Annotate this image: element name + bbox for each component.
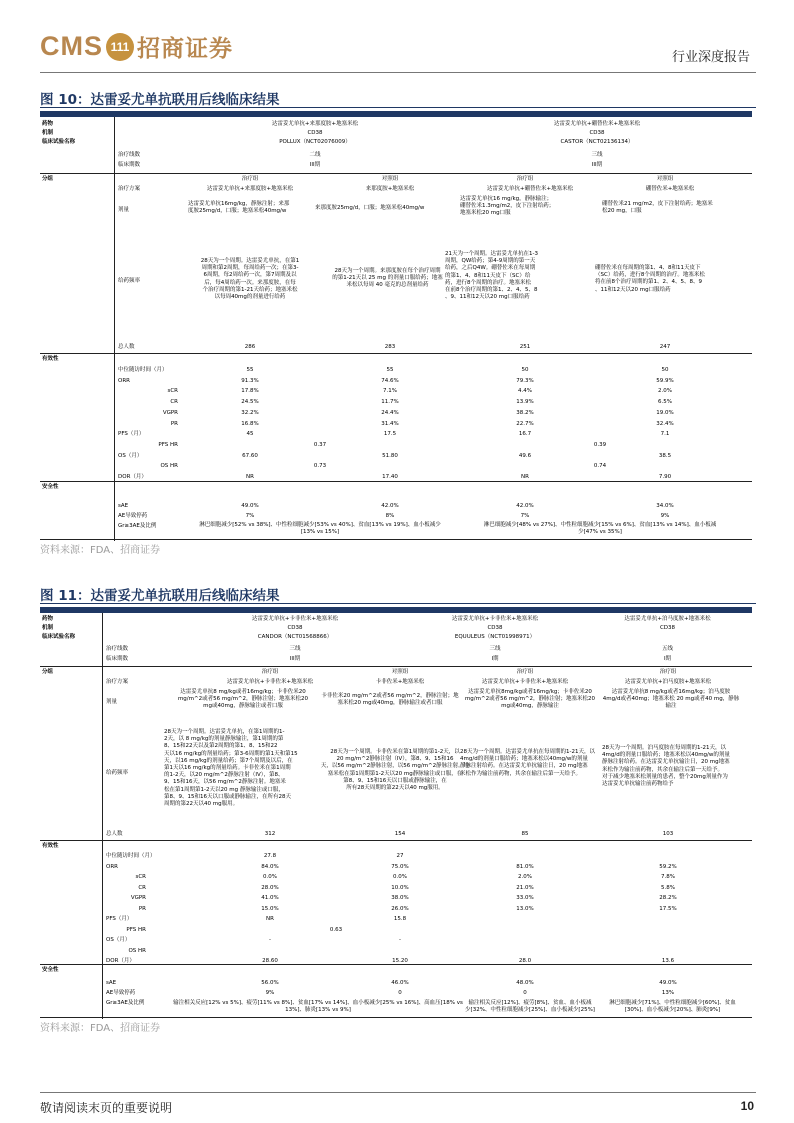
study2-grade3-ae: 淋巴细胞减少[48% vs 27%]、中性粒细胞减少[15% vs 6%]、贫血[13% vs 14%]、血小板减 少[47% vs 35%] (483, 522, 717, 536)
efficacy-arm3-value: 13.9% (516, 399, 534, 406)
efficacy-arm2-value: 15.8 (393, 916, 407, 922)
study2-line: 三线 (489, 646, 501, 652)
efficacy-row-label: OS（月） (106, 937, 131, 943)
arm3-sae: 42.0% (516, 503, 534, 509)
arm2-dose: 来那度胺25mg/d，口服；地塞米松40mg/w (315, 205, 425, 211)
row-label-ae-discontinuation: AE导致停药 (118, 513, 148, 519)
efficacy-arm4-value: 2.0% (658, 388, 672, 395)
arm2-sae: 46.0% (391, 980, 409, 986)
efficacy-arm3-value: 2.0% (518, 874, 532, 880)
arm4-ae-discontinuation: 9% (660, 513, 670, 519)
arm4-name: 对照组 (656, 176, 674, 182)
arm2-plan: 卡非佐米+地塞米松 (375, 679, 425, 685)
efficacy-row-label: VGPR (130, 895, 146, 901)
efficacy-hazard-ratio: 0.37 (313, 441, 327, 448)
arm2-name: 对照组 (391, 669, 409, 675)
figure-11-title: 图 11：达雷妥尤单抗联用后线临床结果 (40, 582, 756, 604)
efficacy-arm1-value: NR (246, 474, 254, 480)
arm3-ae-discontinuation: 7% (520, 513, 530, 519)
study2-mechanism: CD38 (487, 625, 503, 631)
efficacy-row-label: PR (138, 905, 146, 912)
arm1-dose: 达雷妥尤单抗16mg/kg，静脉注射；来那 度胺25mg/d，口服；地塞米松40mg/w (188, 201, 290, 215)
efficacy-arm4-value: 17.5% (659, 905, 677, 912)
row-label-drug: 药物 (42, 121, 54, 127)
efficacy-arm1-value: 55 (246, 367, 254, 373)
efficacy-row-label: sCR (167, 388, 178, 395)
arm3-plan: 达雷妥尤单抗+硼替佐米+地塞米松 (486, 186, 574, 192)
study3-phase: I期 (663, 656, 672, 662)
efficacy-arm3-value: 22.7% (516, 420, 534, 427)
study2-drug: 达雷妥尤单抗+硼替佐米+地塞米松 (553, 121, 641, 127)
efficacy-arm4-value: 38.5 (658, 452, 672, 459)
table-top-bar (40, 111, 752, 117)
row-label-frequency: 给药频率 (106, 770, 129, 776)
efficacy-arm4-value: 7.90 (658, 474, 672, 480)
efficacy-arm1-value: 45 (246, 431, 254, 438)
figure-11-source: 资料来源：FDA、招商证券 (40, 1023, 161, 1034)
row-label-dose: 剂量 (106, 699, 118, 705)
efficacy-arm2-value: 51.80 (382, 452, 398, 459)
efficacy-row-label: DOR（月） (106, 958, 135, 964)
cms-logo (40, 30, 233, 63)
section-efficacy: 有效性 (42, 843, 59, 849)
efficacy-arm4-value: 19.0% (656, 409, 674, 416)
arm3-plan: 达雷妥尤单抗+卡非佐米+地塞米松 (481, 679, 569, 685)
figure-10-source: 资料来源：FDA、招商证券 (40, 545, 161, 556)
row-label-mech: 机制 (42, 625, 54, 631)
arm2-plan: 来那度胺+地塞米松 (365, 186, 415, 192)
efficacy-arm3-value: 33.0% (516, 895, 534, 901)
efficacy-arm2-value: 10.0% (391, 884, 409, 891)
study1-line: 二线 (309, 152, 321, 158)
study3-drug: 达雷妥尤单抗+泊马度胺+地塞米松 (624, 616, 711, 622)
efficacy-row-label: ORR (106, 863, 118, 870)
arm1-name: 治疗组 (241, 176, 259, 182)
section-safety: 安全性 (42, 967, 59, 973)
arm4-dose: 达雷妥尤单抗8 mg/kg或者16mg/kg；泊马度胺 4mg/d或者40mg；地塞米松 20 mg或者40 mg，静脉 输注 (602, 689, 740, 710)
efficacy-row-label: PFS（月） (106, 916, 133, 922)
efficacy-arm3-value: 13.0% (516, 905, 534, 912)
efficacy-arm1-value: 67.60 (242, 452, 258, 459)
section-safety: 安全性 (42, 484, 59, 490)
study3-grade3-ae: 淋巴细胞减少[71%]、中性粒细胞减少[60%]、贫血 [30%]、血小板减少[20%]、肺炎[9%] (609, 1000, 736, 1014)
efficacy-arm2-value: 24.4% (381, 409, 399, 416)
efficacy-arm4-value: 59.9% (656, 377, 674, 384)
efficacy-arm1-value: NR (266, 916, 274, 922)
row-label-frequency: 给药频率 (118, 278, 141, 284)
efficacy-arm4-value: 13.6 (661, 958, 675, 964)
page-header (40, 28, 756, 72)
arm3-name: 治疗组 (516, 669, 534, 675)
efficacy-arm4-value: 7.1 (660, 431, 670, 438)
efficacy-arm3-value: 28.0 (518, 958, 532, 964)
table-top-bar (40, 607, 752, 613)
efficacy-row-label: OS（月） (118, 452, 143, 459)
efficacy-arm2-value: 15.20 (392, 958, 408, 964)
row-label-grade3-ae: Gr≥3AE及比例 (106, 1000, 145, 1006)
arm4-sae: 34.0% (656, 503, 674, 509)
efficacy-arm1-value: - (269, 937, 271, 943)
arm4-ae-discontinuation: 13% (661, 990, 675, 996)
efficacy-hazard-ratio: 0.39 (593, 441, 607, 448)
logo-text: CMS (40, 31, 103, 61)
arm1-total: 312 (264, 831, 276, 837)
row-label-phase: 临床期数 (106, 656, 129, 662)
efficacy-row-label: PR (170, 420, 178, 427)
study1-phase: III期 (309, 162, 321, 168)
study2-trial: EQUULEUS（NCT01998971） (454, 634, 536, 640)
efficacy-arm1-value: 91.3% (241, 377, 259, 384)
efficacy-arm2-value: 11.7% (381, 399, 399, 406)
efficacy-arm2-value: 31.4% (381, 420, 399, 427)
study1-trial: POLLUX（NCT02076009） (279, 139, 351, 145)
arm1-name: 治疗组 (261, 669, 279, 675)
arm4-frequency: 28天为一个周期。泊马度胺在每周期的1-21天，以 4mg/d的剂量口服给药；地塞米松以40mg/w的剂量 静脉注射给药。在达雷妥尤单抗输注日，20 mg地塞 米松作为输注前药物，其余在输注后第一天给予。 对于减少地塞米松剂量的患者，整个20mg剂量作为 达雷妥尤单抗输注前药物给予 (602, 745, 730, 788)
efficacy-arm1-value: 15.0% (261, 905, 279, 912)
efficacy-row-label: ORR (118, 377, 130, 384)
study1-line: 三线 (289, 646, 301, 652)
page-number: 10 (740, 1099, 754, 1113)
arm3-ae-discontinuation: 0 (523, 990, 527, 996)
efficacy-arm1-value: 16.8% (241, 420, 259, 427)
study1-grade3-ae: 输注相关反应[12% vs 5%]、疲劳[11% vs 8%]、贫血[17% vs 14%]、血小板减少[25% vs 16%]、高血压[18% vs 13%]、肺炎[13% vs 9%] (173, 1000, 463, 1014)
efficacy-arm3-value: NR (521, 474, 529, 480)
efficacy-row-label: OS HR (160, 463, 178, 470)
efficacy-arm4-value: 28.2% (659, 895, 677, 901)
efficacy-arm1-value: 27.8 (263, 853, 277, 859)
efficacy-arm1-value: 24.5% (241, 399, 259, 406)
arm1-frequency: 28天为一个周期。达雷妥尤单抗，在第1周期的1- 2天，以 8 mg/kg的剂量静脉输注，第1周期的第 8、15和22天以及第2周期的第1、8、15和22 天以16 mg/kg的剂量给药；第3-6周期的第1天和第15 天，以16 mg/kg的剂量给药；第7个周期及以后，在 第1天以16 mg/kg的剂量给药。卡非佐米在第1周期 的1-2天，以20 mg/m^2静脉注射（IV），第8、 9、15和16天，以56 mg/m^2静脉注射。地塞米 松在第1周期第1-2天以20 mg 静脉输注或口服， 第8、9、15和16天以口服或静脉输注，在所有28天 周期的第22天以40 mg服用。 (164, 729, 298, 808)
row-label-sae: sAE (118, 503, 129, 509)
row-label-mech: 机制 (42, 130, 54, 136)
row-label-total: 总人数 (106, 831, 123, 837)
study1-grade3-ae: 淋巴细胞减少[52% vs 38%]、中性粒细胞减少[53% vs 40%]、贫血[13% vs 19%]、血小板减少 [13% vs 15%] (199, 522, 441, 536)
study1-mechanism: CD38 (287, 625, 303, 631)
arm2-frequency: 28天为一个周期。来那度胺在每个治疗周期 的第1-21天以 25 mg 的剂量口服给药；地塞 米松以每周 40 毫克的总剂量给药 (332, 268, 443, 289)
report-type: 行业深度报告 (671, 50, 750, 65)
efficacy-arm1-value: 32.2% (241, 409, 259, 416)
arm4-frequency: 硼替佐米在每周期的第1、4、8和11天皮下 （SC）给药，进行8个周期的治疗。地塞米松 将在前8个治疗周期的第1、2、4、5、8、9 、11和12天以20 mg口服给药 (595, 265, 705, 293)
arm4-total: 247 (659, 344, 671, 350)
section-efficacy: 有效性 (42, 356, 59, 362)
arm1-plan: 达雷妥尤单抗+来那度胺+地塞米松 (206, 186, 294, 192)
row-label-dose: 剂量 (118, 207, 130, 213)
arm3-dose: 达雷妥尤单抗16 mg/kg，静脉输注； 硼替佐米1.3mg/m2，皮下注射给药； 地塞米松20 mg口服 (460, 196, 555, 217)
arm1-ae-discontinuation: 7% (245, 513, 255, 519)
row-label-trial: 临床试验名称 (42, 139, 76, 145)
efficacy-arm3-value: 4.4% (518, 388, 532, 395)
efficacy-row-label: PFS（月） (118, 431, 145, 438)
efficacy-hazard-ratio: 0.63 (329, 926, 343, 933)
efficacy-arm1-value: 84.0% (261, 863, 279, 870)
efficacy-arm3-value: 81.0% (516, 863, 534, 870)
efficacy-row-label: 中位随访时间（月） (106, 853, 156, 859)
arm1-sae: 56.0% (261, 980, 279, 986)
arm2-dose: 卡非佐米20 mg/m^2或者56 mg/m^2，静脉注射；地 塞米松20 mg或40mg，静脉输注或者口服 (321, 693, 459, 707)
efficacy-arm2-value: 17.5 (383, 431, 397, 438)
efficacy-arm4-value: 32.4% (656, 420, 674, 427)
arm3-total: 251 (519, 344, 531, 350)
efficacy-arm4-value: 50 (661, 367, 669, 373)
logo-company-name: 招商证券 (137, 35, 233, 62)
efficacy-arm2-value: 38.0% (391, 895, 409, 901)
study1-drug: 达雷妥尤单抗+卡非佐米+地塞米松 (251, 616, 339, 622)
arm2-frequency: 28天为一个周期。卡非佐米在第1周期的第1-2天，以 20 mg/m^2静脉注射（IV），第8、9、15和16 天，以56 mg/m^2静脉注射，以56 mg/m^2静脉注射。地 塞米松在第1周期第1-2天以20 mg静脉输注或口服，在 第8、9、15和16天以口服或静脉输注，在 所有28天周期的第22天以40 mg服用。 (320, 749, 470, 792)
efficacy-arm2-value: 17.40 (382, 474, 398, 480)
efficacy-arm1-value: 28.60 (262, 958, 278, 964)
efficacy-row-label: sCR (135, 874, 146, 880)
arm2-name: 对照组 (381, 176, 399, 182)
efficacy-arm1-value: 17.8% (241, 388, 259, 395)
study3-mechanism: CD38 (659, 625, 676, 631)
arm3-dose: 达雷妥尤单抗8mg/kg或者16mg/kg；卡非佐米20 mg/m^2或者56 mg/m^2，静脉注射；地塞米松20 mg或40mg，静脉输注 (464, 689, 596, 710)
row-label-phase: 临床期数 (118, 162, 141, 168)
efficacy-arm1-value: 0.0% (263, 874, 277, 880)
efficacy-row-label: OS HR (128, 947, 146, 954)
header-divider (40, 72, 756, 73)
arm3-name: 治疗组 (516, 176, 534, 182)
efficacy-arm3-value: 16.7 (518, 431, 532, 438)
efficacy-arm4-value: 7.8% (661, 874, 675, 880)
efficacy-arm1-value: 28.0% (261, 884, 279, 891)
efficacy-arm2-value: 74.6% (381, 377, 399, 384)
study2-trial: CASTOR（NCT02136134） (560, 139, 634, 145)
row-label-plan: 治疗方案 (118, 186, 141, 192)
efficacy-arm3-value: 79.3% (516, 377, 534, 384)
arm2-sae: 42.0% (381, 503, 399, 509)
row-label-grade3-ae: Gr≥3AE及比例 (118, 523, 157, 529)
efficacy-arm1-value: 41.0% (261, 895, 279, 901)
study2-mechanism: CD38 (589, 130, 605, 136)
efficacy-row-label: 中位随访时间（月） (118, 367, 168, 373)
row-label-line: 治疗线数 (118, 152, 141, 158)
row-label-drug: 药物 (42, 616, 54, 622)
row-label-plan: 治疗方案 (106, 679, 129, 685)
row-label-trial: 临床试验名称 (42, 634, 76, 640)
arm1-sae: 49.0% (241, 503, 259, 509)
arm4-sae: 49.0% (659, 980, 677, 986)
efficacy-row-label: CR (138, 884, 146, 891)
arm1-total: 286 (244, 344, 256, 350)
section-group: 分组 (42, 669, 54, 675)
arm3-total: 85 (521, 831, 529, 837)
logo-badge-icon: 111 (106, 33, 134, 61)
study2-drug: 达雷妥尤单抗+卡非佐米+地塞米松 (451, 616, 539, 622)
efficacy-arm3-value: 21.0% (516, 884, 534, 891)
efficacy-row-label: CR (170, 399, 178, 406)
arm2-total: 283 (384, 344, 396, 350)
efficacy-arm3-value: 49.6 (518, 452, 532, 459)
arm4-plan: 硼替佐米+地塞米松 (645, 186, 695, 192)
study1-trial: CANDOR（NCT01568866） (257, 634, 333, 640)
arm1-frequency: 28天为一个周期。达雷妥尤单抗，在第1 周期和第2周期，每周给药一次；在第3- 6周期，每2周给药一次，第7周期及以 后，每4周给药一次。来那度胺，在每 个治疗周期的第1-21天给药；地塞米松 以每周40mg的剂量进行给药 (200, 258, 300, 301)
efficacy-arm2-value: 55 (386, 367, 394, 373)
study2-line: 三线 (591, 152, 603, 158)
section-group: 分组 (42, 176, 54, 182)
arm4-plan: 达雷妥尤单抗+泊马度胺+地塞米松 (624, 679, 712, 685)
efficacy-hazard-ratio: 0.74 (593, 463, 607, 470)
arm3-frequency: 28天为一个周期。达雷妥尤单抗在每周期的1-21天，以 4mg/d的剂量口服给药；地塞米松以40mg/w的剂量 静脉注射给药。在达雷妥尤单抗输注日，20 mg地塞 米松作为输注前药物，其余在输注后第一天给予。 (460, 749, 595, 777)
arm1-ae-discontinuation: 9% (265, 990, 275, 996)
efficacy-hazard-ratio: 0.73 (313, 463, 327, 470)
study2-phase: III期 (591, 162, 603, 168)
efficacy-arm2-value: 0.0% (393, 874, 407, 880)
row-label-sae: sAE (106, 980, 117, 986)
efficacy-row-label: PFS HR (158, 441, 178, 448)
figure-10-table (40, 111, 752, 541)
efficacy-arm2-value: - (399, 937, 401, 943)
arm2-ae-discontinuation: 8% (385, 513, 395, 519)
efficacy-arm3-value: 38.2% (516, 409, 534, 416)
row-label-total: 总人数 (118, 344, 135, 350)
efficacy-arm2-value: 7.1% (383, 388, 397, 395)
arm2-ae-discontinuation: 0 (398, 990, 402, 996)
efficacy-arm2-value: 26.0% (391, 905, 409, 912)
arm4-name: 治疗组 (659, 669, 677, 675)
efficacy-row-label: DOR（月） (118, 474, 147, 480)
arm2-total: 154 (394, 831, 406, 837)
row-label-ae-discontinuation: AE导致停药 (106, 990, 136, 996)
study1-mechanism: CD38 (307, 130, 323, 136)
study2-phase: I期 (491, 656, 499, 662)
efficacy-arm3-value: 50 (521, 367, 529, 373)
figure-11-table (40, 607, 752, 1019)
arm1-dose: 达雷妥尤单抗8 mg/kg或者16mg/kg；卡非佐米20 mg/m^2或者56 mg/m^2，静脉注射；地塞米松20 mg或40mg，静脉输注或者口服 (177, 689, 309, 710)
efficacy-arm4-value: 59.2% (659, 863, 677, 870)
study3-line: 五线 (661, 646, 673, 652)
study1-phase: III期 (289, 656, 301, 662)
efficacy-row-label: VGPR (162, 409, 178, 416)
arm3-sae: 48.0% (516, 980, 534, 986)
efficacy-row-label: PFS HR (126, 926, 146, 933)
efficacy-arm4-value: 6.5% (658, 399, 672, 406)
arm1-plan: 达雷妥尤单抗+卡非佐米+地塞米松 (226, 679, 314, 685)
study1-drug: 达雷妥尤单抗+来那度胺+地塞米松 (271, 121, 359, 127)
figure-10-title: 图 10：达雷妥尤单抗联用后线临床结果 (40, 86, 756, 108)
efficacy-arm2-value: 75.0% (391, 863, 409, 870)
efficacy-arm4-value: 5.8% (661, 884, 675, 891)
efficacy-arm2-value: 27 (396, 853, 404, 859)
row-label-line: 治疗线数 (106, 646, 129, 652)
footer-notice: 敬请阅读末页的重要说明 (40, 1101, 173, 1115)
arm3-frequency: 21天为一个周期。达雷妥尤单抗在1-3 周期，QW给药；第4-9周期的第一天 给药，之后Q4W。硼替佐米在每周期 的第1、4、8和11天皮下（SC）给 药，进行8个周期的治疗。地塞米松 在前8个治疗周期的第1、2、4、5、8 、9、11和12天以20 mg口服给药 (445, 251, 538, 301)
arm4-dose: 硼替佐米21 mg/m2，皮下注射给药；地塞米 松20 mg，口服 (602, 201, 713, 215)
study2-grade3-ae: 输注相关反应[12%]、疲劳[8%]、贫血、血小板减 少[32%、中性粒细胞减少[25%]、血小板减少[25%] (465, 1000, 595, 1014)
arm4-total: 103 (662, 831, 674, 837)
footer-divider (40, 1092, 756, 1093)
